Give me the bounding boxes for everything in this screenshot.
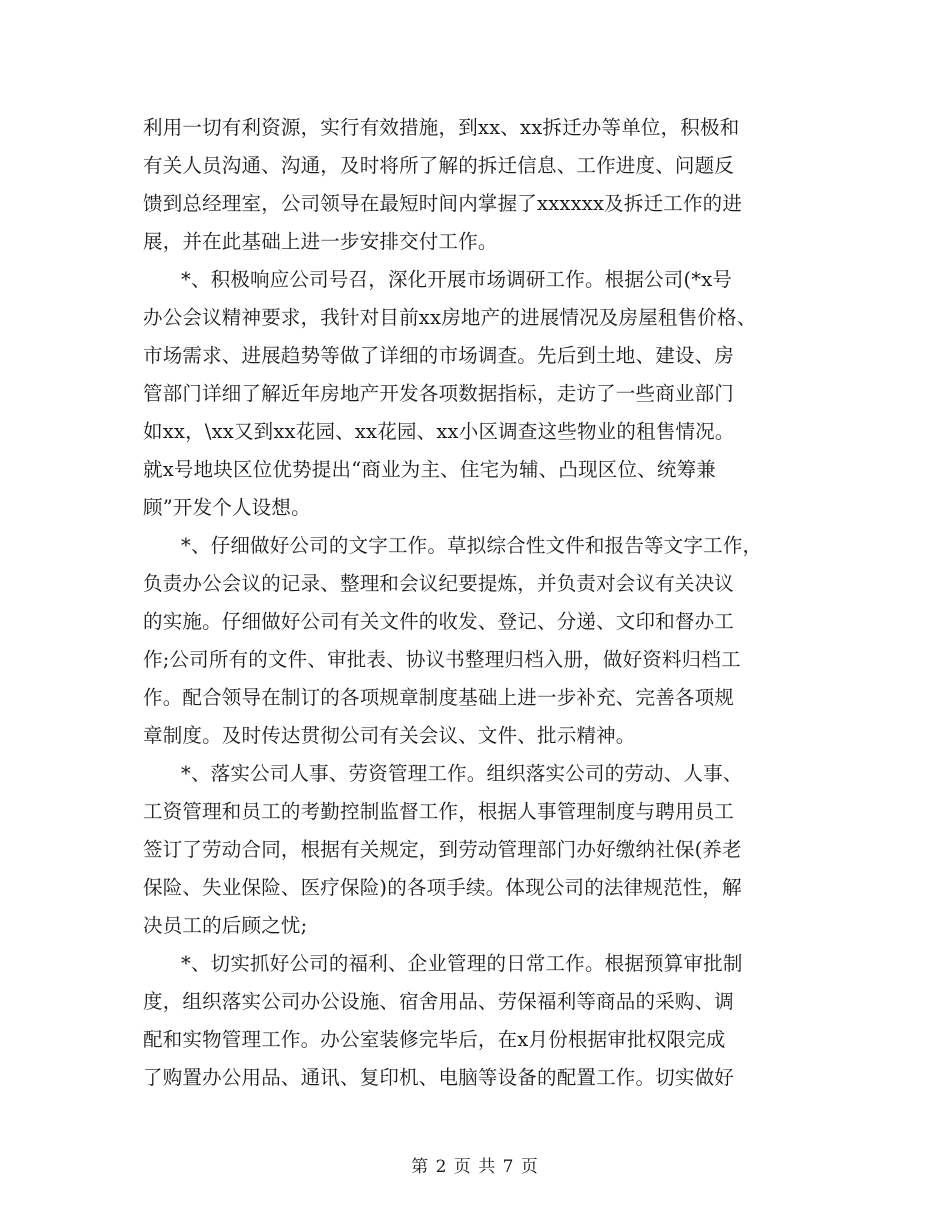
text-line: 了购置办公用品、通讯、复印机、电脑等设备的配置工作。切实做好 [143, 1066, 735, 1089]
text-line: 办公会议精神要求，我针对目前xx房地产的进展情况及房屋租售价格、 [143, 306, 757, 329]
text-line: 负责办公会议的记录、整理和会议纪要提炼，并负责对会议有关决议 [143, 572, 735, 595]
text-line: 度，组织落实公司办公设施、宿舍用品、劳保福利等商品的采购、调 [143, 990, 735, 1013]
text-line: *、切实抓好公司的福利、企业管理的日常工作。根据预算审批制 [181, 952, 743, 975]
text-line: *、落实公司人事、劳资管理工作。组织落实公司的劳动、人事、 [181, 762, 743, 785]
text-line: 市场需求、进展趋势等做了详细的市场调查。先后到土地、建设、房 [143, 344, 735, 367]
text-line: 保险、失业保险、医疗保险)的各项手续。体现公司的法律规范性，解 [143, 876, 742, 899]
text-line: 作。配合领导在制订的各项规章制度基础上进一步补充、完善各项规 [143, 686, 735, 709]
paragraph [143, 261, 833, 527]
text-line: 配和实物管理工作。办公室装修完毕后，在x月份根据审批权限完成 [143, 1028, 726, 1051]
text-line: 的实施。仔细做好公司有关文件的收发、登记、分递、文印和督办工 [143, 610, 735, 633]
paragraph [143, 755, 833, 945]
paragraph [143, 527, 833, 755]
text-line: 章制度。及时传达贯彻公司有关会议、文件、批示精神。 [143, 724, 636, 747]
document-body [143, 109, 833, 1097]
text-line: 利用一切有利资源，实行有效措施，到xx、xx拆迁办等单位，积极和 [143, 116, 740, 139]
text-line: 馈到总经理室，公司领导在最短时间内掌握了xxxxxx及拆迁工作的进 [143, 192, 743, 215]
text-line: 就x号地块区位优势提出“商业为主、住宅为辅、凸现区位、统筹兼 [143, 458, 716, 481]
text-line: 工资管理和员工的考勤控制监督工作，根据人事管理制度与聘用员工 [143, 800, 735, 823]
text-line: 作;公司所有的文件、审批表、协议书整理归档入册，做好资料归档工 [143, 648, 741, 671]
paragraph [143, 109, 833, 261]
text-line: *、仔细做好公司的文字工作。草拟综合性文件和报告等文字工作， [181, 534, 763, 557]
paragraph [143, 945, 833, 1097]
text-line: 顾”开发个人设想。 [143, 496, 311, 519]
text-line: 签订了劳动合同，根据有关规定，到劳动管理部门办好缴纳社保(养老 [143, 838, 742, 861]
text-line: *、积极响应公司号召，深化开展市场调研工作。根据公司(*x号 [181, 268, 733, 291]
text-line: 有关人员沟通、沟通，及时将所了解的拆迁信息、工作进度、问题反 [143, 154, 735, 177]
page-number-footer: 第 2 页 共 7 页 [411, 1157, 539, 1177]
text-line: 展，并在此基础上进一步安排交付工作。 [143, 230, 498, 253]
text-line: 管部门详细了解近年房地产开发各项数据指标，走访了一些商业部门 [143, 382, 735, 405]
text-line: 决员工的后顾之忧; [143, 914, 308, 937]
text-line: 如xx，\xx又到xx花园、xx花园、xx小区调查这些物业的租售情况。 [143, 420, 735, 443]
